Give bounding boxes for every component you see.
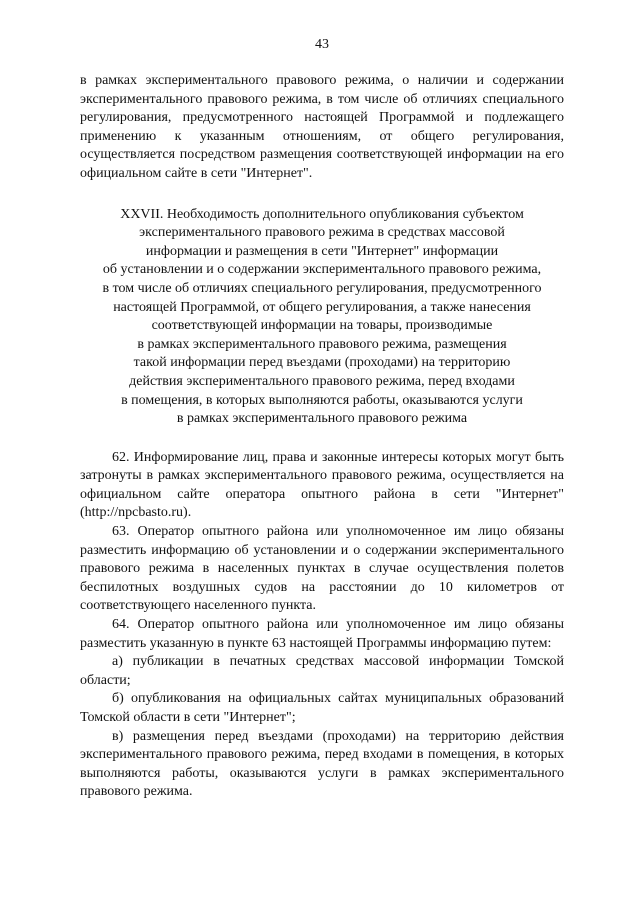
section-heading-line: действия экспериментального правового режима, перед входами (129, 373, 515, 389)
page-number: 43 (315, 37, 329, 52)
paragraph-63: 63. Оператор опытного района или уполномоченное им лицо обязаны разместить информацию об установлении и о содержании экспериментального правового режима в населенных пунктах в случае осуществления полетов беспилотных воздушных судов на расстоянии до 10 километров от соответствующего населенного пункта. (80, 524, 564, 614)
document-page (80, 36, 564, 802)
paragraph-64-item-a: а) публикации в печатных средствах массовой информации Томской области; (80, 654, 564, 688)
section-heading-line: в том числе об отличиях специального регулирования, предусмотренного (102, 280, 542, 296)
section-heading-line: информации и размещения в сети "Интернет" информации (145, 243, 499, 259)
section-heading-line: такой информации перед въездами (проходами) на территорию (133, 355, 511, 371)
section-heading-line: в рамках экспериментального правового режима, размещения (137, 336, 507, 352)
paragraph-62: 62. Информирование лиц, права и законные интересы которых могут быть затронуты в рамках экспериментального правового режима, осуществляется на официальном сайте оператора опытного района в сети "Интернет" (http://npcbasto.ru). (80, 449, 564, 521)
paragraph-64: 64. Оператор опытного района или уполномоченное им лицо обязаны разместить указанную в пункте 63 настоящей Программы информацию путем: (80, 617, 564, 651)
section-heading-line: об установлении и о содержании экспериментального правового режима, (102, 262, 542, 278)
section-heading-line: в помещения, в которых выполняются работы, оказываются услуги (121, 392, 523, 408)
section-heading-line: XXVII. Необходимость дополнительного опубликования субъектом (120, 206, 524, 222)
paragraph-64-item-b: б) опубликования на официальных сайтах муниципальных образований Томской области в сети "Интернет"; (80, 691, 564, 725)
section-heading-line: настоящей Программой, от общего регулирования, а также нанесения (113, 299, 531, 315)
section-heading-line: соответствующей информации на товары, производимые (151, 318, 493, 334)
section-heading (80, 206, 564, 429)
section-heading-line: экспериментального правового режима в средствах массовой (139, 225, 505, 241)
intro-paragraph: в рамках экспериментального правового режима, о наличии и содержании экспериментального правового режима, в том числе об отличиях специального регулирования, предусмотренного настоящей Программой и подлежащего применению к указанным отношениям, от общего регулирования, осуществляется посредством размещения соответствующей информации на его официальном сайте в сети "Интернет". (80, 73, 564, 181)
section-heading-line: в рамках экспериментального правового режима (176, 411, 468, 427)
paragraph-64-item-c: в) размещения перед въездами (проходами) на территорию действия экспериментального правового режима, перед входами в помещения, в которых выполняются работы, оказываются услуги в рамках экспериментального правового режима. (80, 728, 564, 800)
